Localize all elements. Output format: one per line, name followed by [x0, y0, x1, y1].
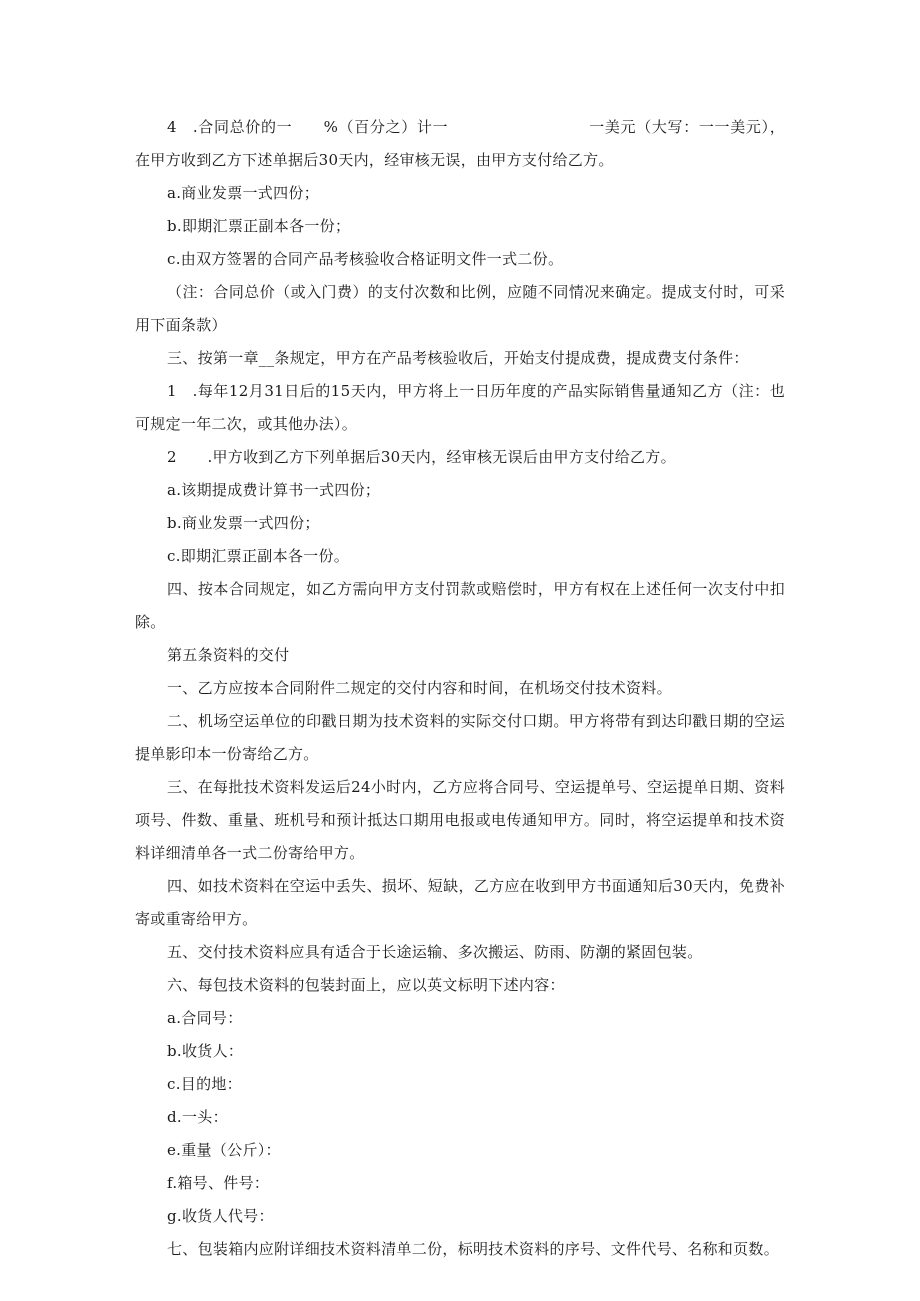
document-page [135, 111, 785, 1266]
label-item-a: a.合同号： [167, 1009, 243, 1027]
delivery-clause-1: 一、乙方应按本合同附件二规定的交付内容和时间，在机场交付技术资料。 [167, 679, 672, 697]
article-five-heading: 第五条资料的交付 [167, 646, 290, 664]
label-item-f: f.箱号、件号： [167, 1174, 270, 1192]
label-item-c: c.目的地： [167, 1075, 242, 1093]
list-item-b-draft: b.即期汇票正副本各一份； [167, 217, 351, 235]
label-item-b: b.收货人： [167, 1042, 244, 1060]
list-item-b-invoice: b.商业发票一式四份； [167, 514, 320, 532]
list-item-a-statement: a.该期提成费计算书一式四份； [167, 481, 381, 499]
royalty-item-1: 1 .每年12月31日后的15天内，甲方将上一日历年度的产品实际销售量通知乙方（注：也可规定一年二次，或其他办法）。 [135, 382, 785, 433]
delivery-clause-6: 六、每包技术资料的包装封面上，应以英文标明下述内容： [167, 976, 565, 994]
delivery-clause-4: 四、如技术资料在空运中丢失、损坏、短缺，乙方应在收到甲方书面通知后30天内，免费补寄或重寄给甲方。 [135, 877, 785, 928]
label-item-g: g.收货人代号： [167, 1207, 274, 1225]
delivery-clause-3: 三、在每批技术资料发运后24小时内，乙方应将合同号、空运提单号、空运提单日期、资料项号、件数、重量、班机号和预计抵达口期用电报或电传通知甲方。同时，将空运提单和技术资料详细清单各一式二份寄给甲方。 [135, 778, 785, 862]
note-paragraph: （注：合同总价（或入门费）的支付次数和比例，应随不同情况来确定。提成支付时，可采用下面条款） [135, 283, 785, 334]
section-three-royalty: 三、按第一章__条规定，甲方在产品考核验收后，开始支付提成费，提成费支付条件： [167, 349, 749, 367]
section-four-deduction: 四、按本合同规定，如乙方需向甲方支付罚款或赔偿时，甲方有权在上述任何一次支付中扣除。 [135, 580, 785, 631]
delivery-clause-2: 二、机场空运单位的印戳日期为技术资料的实际交付口期。甲方将带有到达印戳日期的空运提单影印本一份寄给乙方。 [135, 712, 785, 763]
list-item-c-certificate: c.由双方签署的合同产品考核验收合格证明文件一式二份。 [167, 250, 564, 268]
label-item-d: d.一头： [167, 1108, 228, 1126]
royalty-item-2: 2 .甲方收到乙方下列单据后30天内，经审核无误后由甲方支付给乙方。 [167, 448, 676, 466]
list-item-a-invoice: a.商业发票一式四份； [167, 184, 320, 202]
label-item-e: e.重量（公斤）： [167, 1141, 281, 1159]
payment-clause-4: 4 .合同总价的一 %（百分之）计一 一美元（大写：一一美元），在甲方收到乙方下述单据后30天内，经审核无误，由甲方支付给乙方。 [135, 118, 785, 169]
delivery-clause-5: 五、交付技术资料应具有适合于长途运输、多次搬运、防雨、防潮的紧固包装。 [167, 943, 703, 961]
list-item-c-draft: c.即期汇票正副本各一份。 [167, 547, 350, 565]
delivery-clause-7: 七、包装箱内应附详细技术资料清单二份，标明技术资料的序号、文件代号、名称和页数。 [167, 1240, 780, 1258]
